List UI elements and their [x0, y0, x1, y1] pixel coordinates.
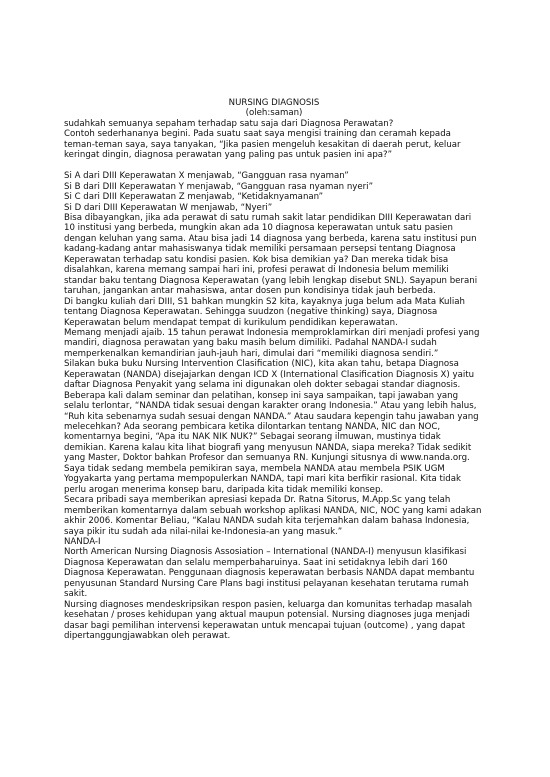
paragraph: Di bangku kuliah dari DIII, S1 bahkan mungkin S2 kita, kayaknya juga belum ada Mata Kuliah tentang Diagnosa Keperawatan. Sehingga suudzon (negative thinking) saya, Diagnosa Keperawatan belum mendapat tempat di kurikulum pendidikan keperawatan. — [64, 296, 465, 328]
paragraph: Nursing diagnoses mendeskripsikan respon pasien, keluarga dan komunitas terhadap masalah kesehatan / proses kehidupan yang aktual maupun potensial. Nursing diagnoses juga menjadi dasar bagi pemilihan intervensi keperawatan untuk mencapai tujuan (outcome) , yang dapat dipertanggungjawabkan oleh perawat. — [64, 599, 473, 642]
section-heading: NANDA-I — [64, 537, 101, 548]
paragraph: Si A dari DIII Keperawatan X menjawab, “Gangguan rasa nyaman” — [64, 171, 349, 182]
blank-line — [64, 161, 484, 171]
paragraph: North American Nursing Diagnosis Assosiation – International (NANDA-I) menyusun klasifikasi Diagnosa Keperawatan dan selalu memperbaharuinya. Saat ini setidaknya lebih dari 160 Diagnosa Keperawatan. Penggunaan diagnosis keperawatan berbasis NANDA dapat membantu penyusunan Standard Nursing Care Plans bagi institusi pelayanan kesehatan terutama rumah sakit. — [64, 547, 475, 600]
document-author: (oleh:saman) — [245, 108, 303, 119]
paragraph: Saya tidak sedang membela pemikiran saya, membela NANDA atau membela PSIK UGM Yogyakarta yang pertama mempopulerkan NANDA, tapi mari kita berfikir rasional. Kita tidak perlu arogan menerima konsep baru, daripada kita tidak memiliki konsep. — [64, 463, 461, 495]
document-body — [64, 119, 484, 642]
paragraph: Contoh sederhananya begini. Pada suatu saat saya mengisi training dan ceramah kepada teman-teman saya, saya tanyakan, “Jika pasien mengeluh kesakitan di daerah perut, keluar keringat dingin, diagnosa perawatan yang paling pas untuk pasien ini apa?” — [64, 129, 461, 161]
paragraph: Silakan buka buku Nursing Intervention Clasification (NIC), kita akan tahu, betapa Diagnosa Keperawatan (NANDA) disejajarkan dengan ICD X (International Clasification Diagnosis X) yaitu daftar Diagnosa Penyakit yang selama ini digunakan oleh dokter sebagai standar diagnosis. — [64, 359, 475, 391]
paragraph: Si D dari DIII Keperawatan W menjawab, “Nyeri” — [64, 202, 273, 213]
paragraph: sudahkah semuanya sepaham terhadap satu saja dari Diagnosa Perawatan? — [64, 118, 394, 129]
document-title: NURSING DIAGNOSIS — [228, 98, 320, 108]
paragraph: Bisa dibayangkan, jika ada perawat di satu rumah sakit latar pendidikan DIII Keperawatan dari 10 institusi yang berbeda, mungkin akan ada 10 diagnosa keperawatan untuk satu pasien dengan keluhan yang sama. Atau bisa jadi 14 diagnosa yang berbeda, karena satu institusi pun kadang-kadang antar mahasiswanya tidak memiliki persamaan persepsi tentang Diagnosa Keperawatan terhadap satu kondisi pasien. Kok bisa demikian ya? Dan mereka tidak bisa disalahkan, karena memang sampai hari ini, profesi perawat di Indonesia belum memiliki standar baku tentang Diagnosa Keperawatan (yang lebih lengkap disebut SNL). Sayapun berani taruhan, jangankan antar mahasiswa, antar dosen pun kondisinya tidak jauh berbeda. — [64, 212, 478, 297]
paragraph: Si B dari DIII Keperawatan Y menjawab, “Gangguan rasa nyaman nyeri” — [64, 181, 374, 192]
paragraph: Si C dari DIII Keperawatan Z menjawab, “Ketidaknyamanan” — [64, 192, 324, 203]
paragraph: Secara pribadi saya memberikan apresiasi kepada Dr. Ratna Sitorus, M.App.Sc yang telah memberikan komentarnya dalam sebuah workshop aplikasi NANDA, NIC, NOC yang kami adakan akhir 2006. Komentar Beliau, “Kalau NANDA sudah kita terjemahkan dalam bahasa Indonesia, saya pikir itu sudah ada nilai-nilai ke-Indonesia-an yang masuk.” — [64, 495, 482, 537]
paragraph: Beberapa kali dalam seminar dan pelatihan, konsep ini saya sampaikan, tapi jawaban yang selalu terlontar, “NANDA tidak sesuai dengan karakter orang Indonesia.” Atau yang lebih halus, “Ruh kita sebenarnya sudah sesuai dengan NANDA.” Atau saudara kepengin tahu jawaban yang melecehkan? Ada seorang pembicara ketika dilontarkan tentang NANDA, NIC dan NOC, komentarnya begini, “Apa itu NAK NIK NUK?” Sebagai seorang ilmuwan, mustinya tidak demikian. Karena kalau kita lihat biografi yang menyusun NANDA, siapa mereka? Tidak sedikit yang Master, Doktor bahkan Profesor dan semuanya RN. Kunjungi situsnya di www.nanda.org. — [64, 390, 479, 464]
paragraph: Memang menjadi ajaib. 15 tahun perawat Indonesia memproklamirkan diri menjadi profesi yang mandiri, diagnosa perawatan yang baku masih belum dimiliki. Padahal NANDA-I sudah memperkenalkan kemandirian jauh-jauh hari, dimulai dari “memiliki diagnosa sendiri.” — [64, 327, 480, 359]
